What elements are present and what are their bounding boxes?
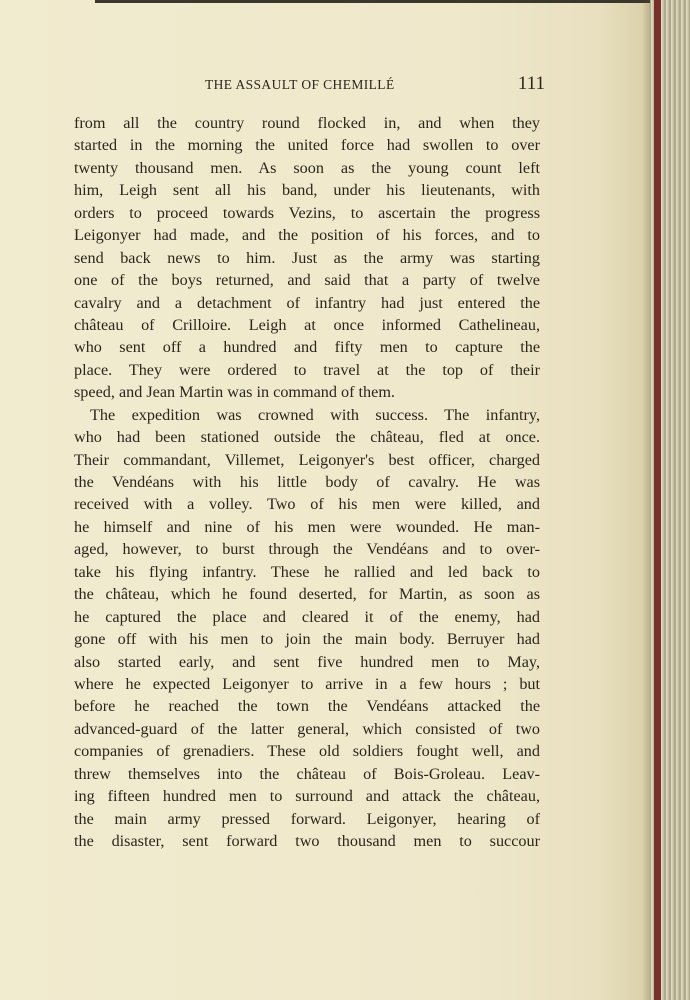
body-text — [74, 112, 540, 852]
text-line: take his flying infantry. These he rallied and led back to — [74, 562, 540, 581]
text-line: the château, which he found deserted, for Martin, as soon as — [74, 585, 540, 604]
text-line: who sent off a hundred and fifty men to capture the — [74, 338, 540, 357]
text-line: Leigonyer had made, and the position of his forces, and to — [74, 226, 540, 245]
text-line: twenty thousand men. As soon as the young count left — [74, 158, 540, 177]
book-binding-edge — [654, 0, 661, 1000]
text-line: Their commandant, Villemet, Leigonyer's best officer, charged — [74, 450, 540, 469]
running-header — [205, 73, 545, 99]
page-top-edge — [95, 0, 650, 3]
page-number: 111 — [517, 73, 545, 94]
text-line: orders to proceed towards Vezins, to ascertain the progress — [74, 203, 540, 222]
text-line: he captured the place and cleared it of the enemy, had — [74, 607, 540, 626]
text-line: place. They were ordered to travel at the top of their — [74, 360, 540, 379]
text-line: aged, however, to burst through the Vendéans and to over- — [74, 540, 540, 559]
text-line: gone off with his men to join the main body. Berruyer had — [74, 630, 540, 649]
text-line: before he reached the town the Vendéans attacked the — [74, 697, 540, 716]
text-line: the main army pressed forward. Leigonyer, hearing of — [74, 809, 540, 828]
text-line: château of Crilloire. Leigh at once informed Cathelineau, — [74, 315, 540, 334]
gutter-shadow — [642, 0, 650, 1000]
text-line: threw themselves into the château of Bois-Groleau. Leav- — [74, 764, 540, 783]
text-line: him, Leigh sent all his band, under his lieutenants, with — [74, 181, 540, 200]
text-line: speed, and Jean Martin was in command of them. — [74, 383, 395, 402]
text-line: The expedition was crowned with success. The infantry, — [90, 405, 540, 424]
text-line: cavalry and a detachment of infantry had just entered the — [74, 293, 540, 312]
text-line: one of the boys returned, and said that a party of twelve — [74, 271, 540, 290]
text-line: advanced-guard of the latter general, which consisted of two — [74, 719, 540, 738]
text-line: also started early, and sent five hundred men to May, — [74, 652, 540, 671]
text-line: who had been stationed outside the château, fled at once. — [74, 428, 540, 447]
text-line: send back news to him. Just as the army was starting — [74, 248, 540, 267]
text-line: ing fifteen hundred men to surround and attack the château, — [74, 787, 540, 806]
text-line: the Vendéans with his little body of cavalry. He was — [74, 473, 540, 491]
text-line: where he expected Leigonyer to arrive in a few hours ; but — [74, 674, 540, 693]
text-line: started in the morning the united force had swollen to over — [74, 136, 540, 155]
text-line: received with a volley. Two of his men were killed, and — [74, 495, 540, 514]
text-line: he himself and nine of his men were wounded. He man- — [74, 517, 540, 536]
text-line: the disaster, sent forward two thousand men to succour — [74, 832, 540, 850]
text-line: from all the country round flocked in, and when they — [74, 114, 540, 132]
text-line: companies of grenadiers. These old soldiers fought well, and — [74, 742, 540, 761]
running-title: THE ASSAULT OF CHEMILLÉ — [205, 77, 395, 92]
